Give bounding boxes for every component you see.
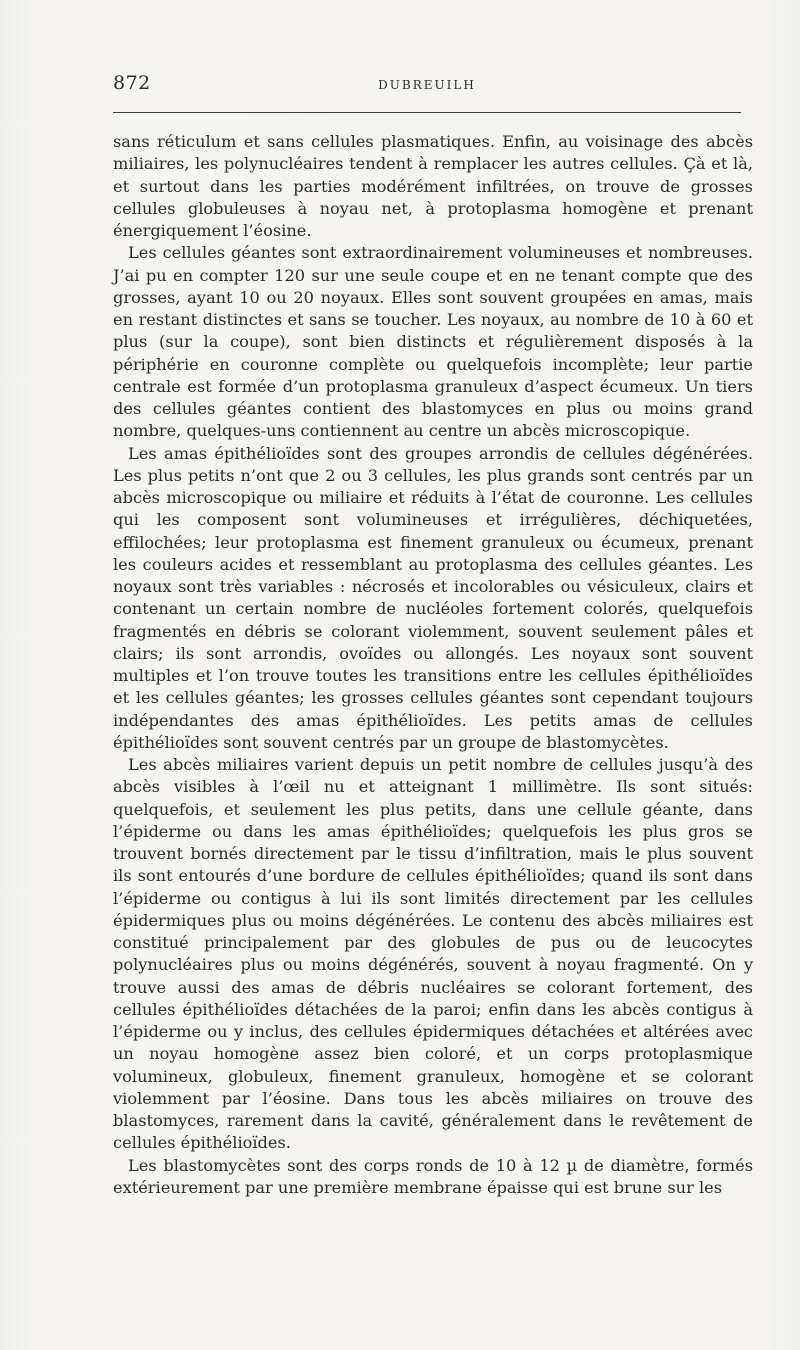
paragraph-cellules-geantes: Les cellules géantes sont extraordinairement volumineuses et nombreuses. J’ai pu en compter 120 sur une seule coupe et en ne tenant compte que des grosses, ayant 10 ou 20 noyaux. Elles sont souvent groupées en amas, mais en restant distinctes et sans se toucher. Les noyaux, au nombre de 10 à 60 et plus (sur la coupe), sont bien distincts et régulièrement disposés à la périphérie en couronne complète ou quelquefois incomplète; leur partie centrale est formée d’un protoplasma granuleux d’aspect écumeux. Un tiers des cellules géantes contient des blastomyces en plus ou moins grand nombre, quelques-uns contiennent au centre un abcès microscopique.: [113, 243, 753, 441]
paragraph-abces-miliaires: Les abcès miliaires varient depuis un petit nombre de cellules jusqu’à des abcès visibles à l’œil nu et atteignant 1 millimètre. Ils sont situés: quelquefois, et seulement les plus petits, dans une cellule géante, dans l’épiderme ou dans les amas épithélioïdes; quelquefois les plus gros se trouvent bornés directement par le tissu d’infiltration, mais le plus souvent ils sont entourés d’une bordure de cellules épithélioïdes; quand ils sont dans l’épiderme ou contigus à lui ils sont limités directement par les cellules épidermiques plus ou moins dégénérées. Le contenu des abcès miliaires est constitué principalement par des globules de pus ou de leucocytes polynucléaires plus ou moins dégénérés, souvent à noyau fragmenté. On y trouve aussi des amas de débris nucléaires se colorant fortement, des cellules épithélioïdes détachées de la paroi; enfin dans les abcès contigus à l’épiderme ou y inclus, des cellules épidermiques détachées et altérées avec un noyau homogène assez bien coloré, et un corps protoplasmique volumineux, globuleux, finement granuleux, homogène et se colorant violemment par l’éosine. Dans tous les abcès miliaires on trouve des blastomyces, rarement dans la cavité, généralement dans le revêtement de cellules épithélioïdes.: [113, 755, 753, 1153]
header-rule: [113, 112, 741, 113]
paragraph-blastomycetes: Les blastomycètes sont des corps ronds de 10 à 12 µ de diamètre, formés extérieurement par une première membrane épaisse qui est brune sur les: [113, 1155, 753, 1197]
page-number: 872: [113, 72, 151, 94]
page-header: [113, 72, 741, 102]
body-text: [113, 131, 753, 1199]
running-head: DUBREUILH: [378, 78, 476, 92]
paragraph-continuation: sans réticulum et sans cellules plasmatiques. Enfin, au voisinage des abcès miliaires, les polynucléaires tendent à remplacer les autres cellules. Çà et là, et surtout dans les parties modérément infiltrées, on trouve de grosses cellules globuleuses à noyau net, à protoplasma homogène et prenant énergiquement l’éosine.: [113, 132, 753, 240]
paragraph-amas-epithelioides: Les amas épithélioïdes sont des groupes arrondis de cellules dégénérées. Les plus petits n’ont que 2 ou 3 cellules, les plus grands sont centrés par un abcès microscopique ou miliaire et réduits à l’état de couronne. Les cellules qui les composent sont volumineuses et irrégulières, déchiquetées, effilochées; leur protoplasma est finement granuleux ou écumeux, prenant les couleurs acides et ressemblant au protoplasma des cellules géantes. Les noyaux sont très variables : nécrosés et incolorables ou vésiculeux, clairs et contenant un certain nombre de nucléoles fortement colorés, quelquefois fragmentés en débris se colorant violemment, souvent seulement pâles et clairs; ils sont arrondis, ovoïdes ou allongés. Les noyaux sont souvent multiples et l’on trouve toutes les transitions entre les cellules épithélioïdes et les cellules géantes; les grosses cellules géantes sont cependant toujours indépendantes des amas épithélioïdes. Les petits amas de cellules épithélioïdes sont souvent centrés par un groupe de blastomycètes.: [113, 443, 753, 752]
